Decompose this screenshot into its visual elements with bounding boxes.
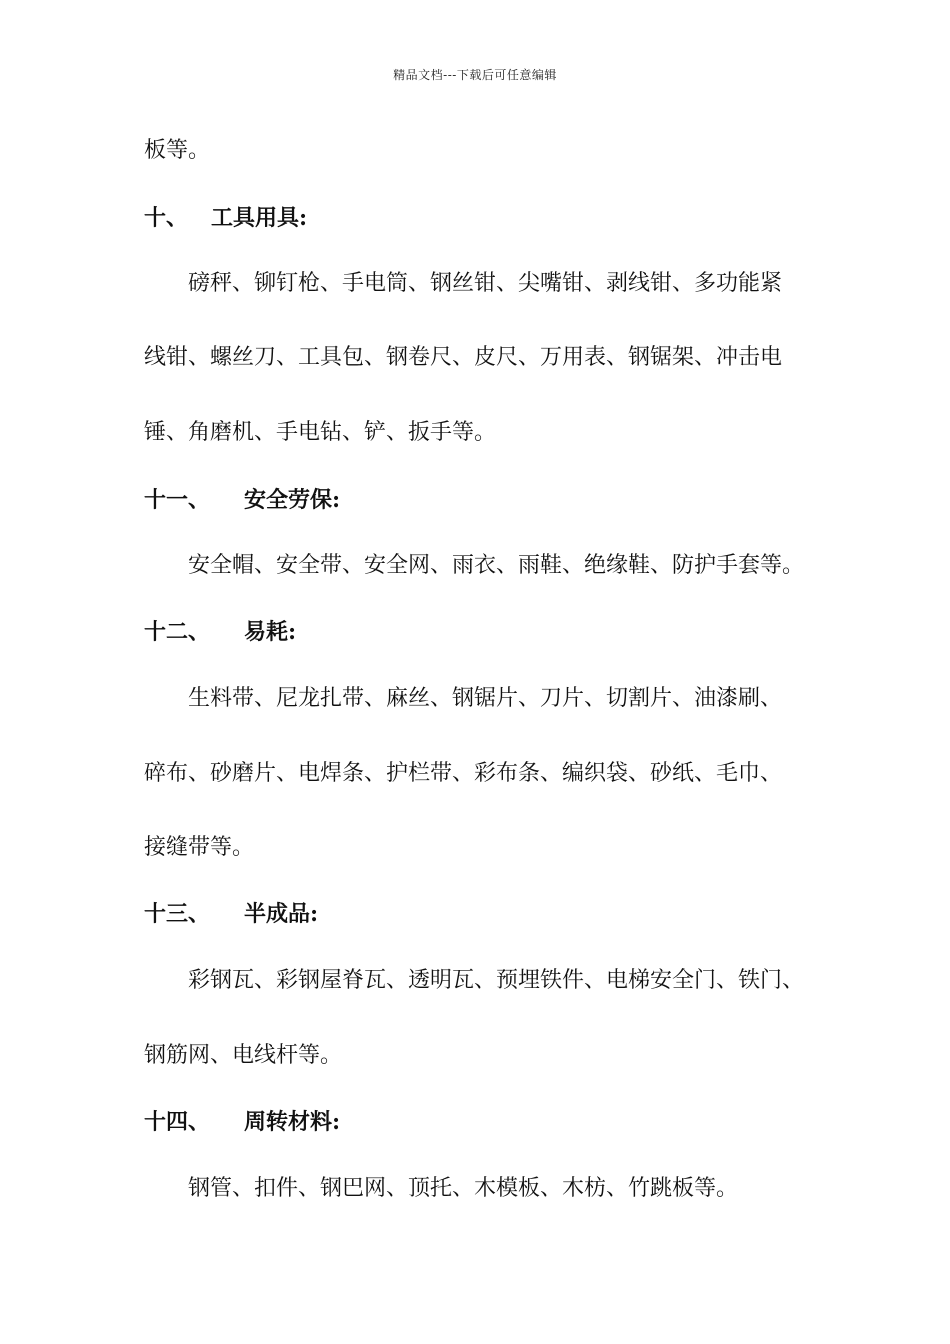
section-number: 十、 — [144, 205, 189, 231]
section-heading-11 — [144, 485, 341, 515]
section-number: 十四、 — [144, 1109, 211, 1135]
section-title: 易耗: — [244, 619, 297, 645]
section-number: 十一、 — [144, 487, 211, 513]
paragraph-line: 钢筋网、电线杆等。 — [144, 1043, 343, 1068]
paragraph-line: 接缝带等。 — [144, 835, 255, 860]
paragraph-line: 碎布、砂磨片、电焊条、护栏带、彩布条、编织袋、砂纸、毛巾、 — [144, 761, 783, 786]
section-number: 十三、 — [144, 901, 211, 927]
paragraph-line: 锤、角磨机、手电钻、铲、扳手等。 — [144, 420, 497, 445]
paragraph-line: 生料带、尼龙扎带、麻丝、钢锯片、刀片、切割片、油漆刷、 — [188, 686, 783, 711]
section-heading-12 — [144, 617, 297, 647]
section-title: 半成品: — [244, 901, 319, 927]
section-heading-10 — [144, 203, 308, 233]
paragraph-line: 线钳、螺丝刀、工具包、钢卷尺、皮尺、万用表、钢锯架、冲击电 — [144, 345, 783, 370]
paragraph-line: 安全帽、安全带、安全网、雨衣、雨鞋、绝缘鞋、防护手套等。 — [188, 553, 805, 578]
section-title: 安全劳保: — [244, 487, 341, 513]
paragraph-line: 彩钢瓦、彩钢屋脊瓦、透明瓦、预埋铁件、电梯安全门、铁门、 — [188, 968, 805, 993]
section-number: 十二、 — [144, 619, 211, 645]
paragraph-line: 磅秤、铆钉枪、手电筒、钢丝钳、尖嘴钳、剥线钳、多功能紧 — [188, 271, 783, 296]
section-title: 周转材料: — [244, 1109, 341, 1135]
paragraph-line: 板等。 — [144, 138, 211, 163]
section-title: 工具用具: — [211, 205, 308, 231]
paragraph-line: 钢管、扣件、钢巴网、顶托、木模板、木枋、竹跳板等。 — [188, 1176, 739, 1201]
page-header: 精品文档---下载后可任意编辑 — [393, 68, 557, 82]
section-heading-13 — [144, 899, 319, 929]
section-heading-14 — [144, 1107, 341, 1137]
